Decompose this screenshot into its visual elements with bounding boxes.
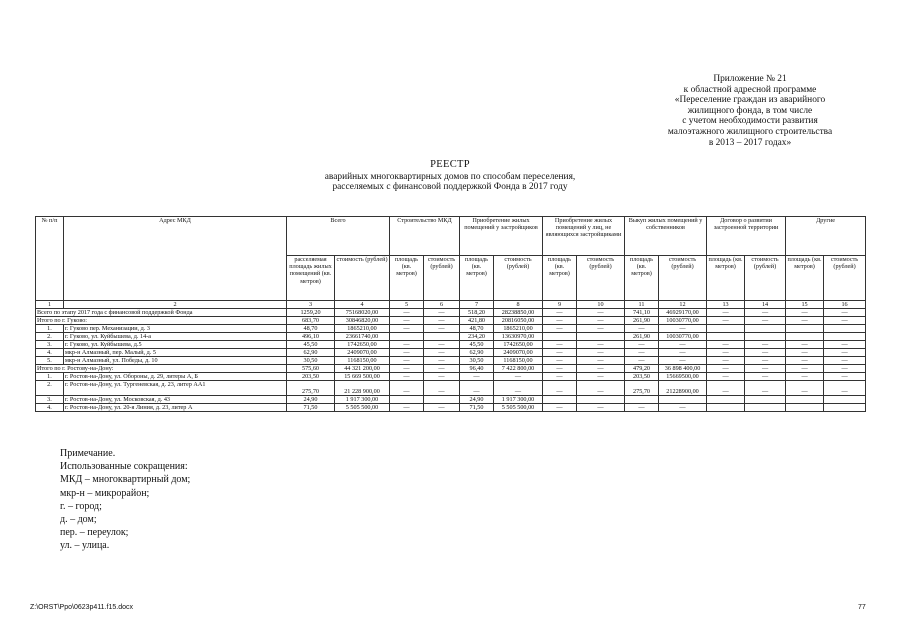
row-value-cell: — [390,309,424,317]
row-address: мкр-н Алмазный, пер. Малый, д. 5 [64,349,287,357]
row-value-cell: — [659,325,707,333]
table-row [36,333,866,341]
row-value-cell: — [577,309,625,317]
row-value-cell: — [460,373,494,381]
row-value-cell [390,396,424,404]
row-value-cell: 1 917 300,00 [335,396,390,404]
row-value-cell: 1168150,00 [335,357,390,365]
subheader-cost: стоимость (рублей) [824,256,866,301]
row-value-cell: — [659,404,707,412]
row-value-cell [786,404,824,412]
row-value-cell: 261,90 [625,333,659,341]
row-value-cell: 48,70 [287,325,335,333]
row-value-cell [577,333,625,341]
row-value-cell: 15669500,00 [659,373,707,381]
row-value-cell: — [543,365,577,373]
header-buy-developers: Приобретение жилых помещений у застройщиков [460,217,543,256]
table-row [36,396,866,404]
row-value-cell [707,396,745,404]
header-num: № п/п [36,217,64,301]
row-value-cell: — [824,341,866,349]
subheader-area: площадь (кв. метров) [625,256,659,301]
column-number-cell: 12 [659,301,707,309]
note-line: пер. – переулок; [60,527,129,539]
row-value-cell [745,325,786,333]
row-address: Итого по г. Ростову-на-Дону: [36,365,287,373]
column-number-cell: 10 [577,301,625,309]
subheader-area: площадь (кв. метров) [707,256,745,301]
row-value-cell: 62,90 [287,349,335,357]
row-value-cell: 15 669 500,00 [335,373,390,381]
row-value-cell: 48,70 [460,325,494,333]
row-value-cell: 1865210,00 [335,325,390,333]
row-value-cell: — [543,341,577,349]
note-line: ул. – улица. [60,540,110,552]
row-value-cell: 21228900,00 [659,381,707,396]
row-value-cell: — [543,357,577,365]
row-value-cell: — [707,357,745,365]
row-value-cell: 96,40 [460,365,494,373]
row-address: г. Гуково пер. Механизации, д. 3 [64,325,287,333]
row-number: 2. [36,381,64,396]
header-buy-others: Приобретение жилых помещений у лиц, не являющихся застройщиками [543,217,625,256]
row-number: 3. [36,396,64,404]
row-value-cell: — [577,365,625,373]
row-value-cell: 5 505 500,00 [494,404,543,412]
column-number-cell: 3 [287,301,335,309]
row-value-cell: — [786,317,824,325]
row-value-cell: — [577,357,625,365]
row-value-cell [786,333,824,341]
row-value-cell: 24,90 [287,396,335,404]
row-address: Итого по г. Гуково: [36,317,287,325]
row-value-cell [424,333,460,341]
row-value-cell: — [424,357,460,365]
table-row [36,341,866,349]
row-value-cell: 30,50 [460,357,494,365]
row-value-cell: — [494,373,543,381]
row-value-cell: 2409070,00 [335,349,390,357]
note-line: мкр-н – микрорайон; [60,487,150,499]
subheader-cost: стоимость (рублей) [745,256,786,301]
row-value-cell: 20816050,00 [494,317,543,325]
table-row [36,357,866,365]
title-line-2: аварийных многоквартирных домов по способам переселения, [324,171,576,182]
row-value-cell: — [577,349,625,357]
row-value-cell: — [424,341,460,349]
column-number-cell: 16 [824,301,866,309]
row-value-cell: — [424,349,460,357]
row-value-cell: 496,10 [287,333,335,341]
row-value-cell: 46929170,00 [659,309,707,317]
row-value-cell [745,333,786,341]
row-value-cell: — [824,317,866,325]
row-address: Всего по этапу 2017 года с финансовой поддержкой Фонда [36,309,287,317]
subheader-area: площадь (кв. метров) [786,256,824,301]
row-value-cell [424,396,460,404]
row-value-cell: 421,80 [460,317,494,325]
row-value-cell: 71,50 [287,404,335,412]
header-buyout: Выкуп жилых помещений у собственников [625,217,707,256]
registry-table [35,216,866,412]
row-value-cell [543,396,577,404]
row-value-cell: — [824,365,866,373]
row-value-cell: — [707,381,745,396]
row-value-cell: — [659,357,707,365]
column-number-cell: 11 [625,301,659,309]
row-value-cell: 575,60 [287,365,335,373]
row-value-cell: — [625,349,659,357]
row-value-cell: 1742650,00 [494,341,543,349]
table-row [36,349,866,357]
header-other: Другие [786,217,866,256]
row-value-cell: — [707,309,745,317]
row-value-cell: — [625,341,659,349]
row-value-cell: 275,70 [625,381,659,396]
row-value-cell: — [786,381,824,396]
column-number-cell: 1 [36,301,64,309]
appendix-line: в 2013 – 2017 годах» [708,137,792,148]
row-value-cell [824,396,866,404]
row-value-cell: — [745,373,786,381]
row-number: 1. [36,373,64,381]
row-value-cell: 5 505 500,00 [335,404,390,412]
row-value-cell [786,396,824,404]
row-value-cell: 1 917 300,00 [494,396,543,404]
row-value-cell: — [786,309,824,317]
row-value-cell: 1865210,00 [494,325,543,333]
row-value-cell: — [659,349,707,357]
row-value-cell [577,396,625,404]
appendix-line: «Переселение граждан из аварийного [674,95,826,106]
row-value-cell: 13630970,00 [494,333,543,341]
row-value-cell [786,325,824,333]
row-value-cell: 518,20 [460,309,494,317]
table-total-row [36,317,866,325]
column-number-row [36,301,866,309]
row-value-cell: — [390,381,424,396]
row-value-cell: — [707,365,745,373]
row-value-cell: — [745,341,786,349]
row-value-cell: — [745,381,786,396]
row-value-cell: — [577,341,625,349]
row-value-cell: — [494,381,543,396]
row-value-cell [745,404,786,412]
appendix-line: жилищного фонда, в том числе [687,105,813,116]
title-registry: РЕЕСТР [430,159,470,170]
row-value-cell: — [786,349,824,357]
row-value-cell: 45,50 [287,341,335,349]
row-value-cell [824,333,866,341]
footer-file-path: Z:\ORST\Ppo\0623p411.f15.docx [30,604,133,611]
row-value-cell [824,325,866,333]
appendix-line: к областной адресной программе [683,84,817,95]
row-value-cell: — [543,349,577,357]
row-value-cell: — [390,373,424,381]
row-value-cell: — [543,309,577,317]
row-value-cell: — [424,373,460,381]
row-value-cell: 30,50 [287,357,335,365]
row-value-cell [390,333,424,341]
row-value-cell: 741,10 [625,309,659,317]
row-value-cell: 23661740,00 [335,333,390,341]
row-value-cell: 30846820,00 [335,317,390,325]
row-value-cell: — [745,349,786,357]
row-value-cell [824,404,866,412]
row-value-cell: — [707,317,745,325]
note-line: г. – город; [60,500,102,512]
column-number-cell: 4 [335,301,390,309]
column-number-cell: 2 [64,301,287,309]
row-value-cell: — [460,381,494,396]
row-value-cell [745,396,786,404]
row-value-cell: — [577,381,625,396]
note-line: д. – дом; [60,514,97,526]
column-number-cell: 7 [460,301,494,309]
row-value-cell: — [786,365,824,373]
title-line-3: расселяемых с финансовой поддержкой Фонда в 2017 году [332,182,568,193]
column-number-cell: 15 [786,301,824,309]
row-value-cell: 261,90 [625,317,659,325]
row-value-cell: — [707,373,745,381]
row-value-cell: — [424,365,460,373]
row-address: г. Гуково, ул. Куйбышева, д.5 [64,341,287,349]
table-total-row [36,365,866,373]
appendix-line: Приложение № 21 [713,74,787,84]
document-title [180,160,720,193]
row-value-cell: 2409070,00 [494,349,543,357]
row-value-cell: 75168020,00 [335,309,390,317]
row-value-cell: — [745,309,786,317]
row-value-cell: — [543,325,577,333]
column-number-cell: 13 [707,301,745,309]
row-value-cell: 21 228 900,00 [335,381,390,396]
header-development-agreement: Договор о развитии застроенной территории [707,217,786,256]
row-value-cell: 24,90 [460,396,494,404]
row-value-cell: — [824,357,866,365]
note-line: Использованные сокращения: [60,461,188,473]
row-value-cell: 203,50 [625,373,659,381]
row-value-cell: — [745,357,786,365]
subheader-cost: стоимость (рублей) [424,256,460,301]
row-value-cell: — [577,373,625,381]
row-value-cell [625,396,659,404]
subheader-area-total: расселяемая площадь жилых помещений (кв. метров) [287,256,335,301]
appendix-line: с учетом необходимости развития [682,116,818,127]
row-value-cell: 10030770,00 [659,333,707,341]
row-value-cell [659,396,707,404]
row-value-cell: — [625,357,659,365]
row-value-cell: 36 898 400,00 [659,365,707,373]
column-number-cell: 14 [745,301,786,309]
row-value-cell: 275,70 [287,381,335,396]
row-number: 3. [36,341,64,349]
row-value-cell: — [659,341,707,349]
row-value-cell: — [543,317,577,325]
row-value-cell: 479,20 [625,365,659,373]
row-value-cell: — [390,317,424,325]
row-number: 4. [36,404,64,412]
row-value-cell: 44 321 200,00 [335,365,390,373]
row-value-cell: — [824,381,866,396]
row-value-cell: — [424,309,460,317]
row-number: 1. [36,325,64,333]
row-value-cell: 234,20 [460,333,494,341]
table-row [36,404,866,412]
row-number: 4. [36,349,64,357]
row-value-cell: 10030770,00 [659,317,707,325]
row-value-cell [707,404,745,412]
row-value-cell: 1168150,00 [494,357,543,365]
row-number: 5. [36,357,64,365]
row-value-cell [543,333,577,341]
row-value-cell: — [543,381,577,396]
row-value-cell: — [786,341,824,349]
subheader-cost: стоимость (рублей) [335,256,390,301]
row-value-cell: — [824,373,866,381]
row-value-cell: — [707,341,745,349]
row-value-cell: — [424,381,460,396]
row-value-cell: — [786,357,824,365]
row-value-cell: 683,70 [287,317,335,325]
row-value-cell [707,333,745,341]
subheader-area: площадь (кв. метров) [390,256,424,301]
row-value-cell: 1259,20 [287,309,335,317]
subheader-cost: стоимость (рублей) [494,256,543,301]
column-number-cell: 9 [543,301,577,309]
header-address: Адрес МКД [64,217,287,301]
row-value-cell: — [577,404,625,412]
row-value-cell: — [390,404,424,412]
row-address: мкр-н Алмазный, ул. Победы, д. 10 [64,357,287,365]
row-value-cell: — [625,404,659,412]
row-value-cell: — [707,349,745,357]
row-value-cell: 203,50 [287,373,335,381]
header-construction: Строительство МКД [390,217,460,256]
row-address: г. Ростов-на-Дону, ул. Тургеневская, д. 23, литер АА1 [64,381,287,396]
subheader-cost: стоимость (рублей) [577,256,625,301]
row-number: 2. [36,333,64,341]
appendix-line: малоэтажного жилищного строительства [667,126,833,137]
row-value-cell: — [824,309,866,317]
row-value-cell: — [577,317,625,325]
row-value-cell: — [390,349,424,357]
column-number-cell: 8 [494,301,543,309]
note-line: Примечание. [60,448,116,459]
table-body [36,309,866,412]
row-value-cell: — [543,404,577,412]
row-value-cell [707,325,745,333]
row-value-cell: — [390,365,424,373]
subheader-cost: стоимость (рублей) [659,256,707,301]
header-row-1 [36,217,866,256]
row-value-cell: — [424,317,460,325]
column-number-cell: 5 [390,301,424,309]
row-value-cell: — [625,325,659,333]
row-value-cell: — [390,325,424,333]
subheader-area: площадь (кв. метров) [543,256,577,301]
column-number-cell: 6 [424,301,460,309]
table-row [36,373,866,381]
row-value-cell: — [424,325,460,333]
row-value-cell: 62,90 [460,349,494,357]
row-value-cell: 71,50 [460,404,494,412]
header-total: Всего [287,217,390,256]
row-value-cell: — [786,373,824,381]
row-value-cell: 28238850,00 [494,309,543,317]
row-value-cell: 1742650,00 [335,341,390,349]
table-row [36,381,866,396]
row-value-cell: — [824,349,866,357]
row-value-cell: — [390,357,424,365]
row-value-cell: 7 422 800,00 [494,365,543,373]
row-value-cell: — [577,325,625,333]
notes-section [60,447,190,553]
row-address: г. Гуково, ул. Куйбышева, д. 14-а [64,333,287,341]
row-value-cell: — [745,365,786,373]
row-value-cell: — [543,373,577,381]
subheader-area: площадь (кв. метров) [460,256,494,301]
table-row [36,325,866,333]
appendix-header [600,74,900,148]
row-address: г. Ростов-на-Дону, ул. Московская, д. 43 [64,396,287,404]
row-value-cell: — [424,404,460,412]
footer-page-number: 77 [858,604,866,611]
row-address: г. Ростов-на-Дону, ул. 20-я Линия, д. 23, литер А [64,404,287,412]
row-address: г. Ростов-на-Дону, ул. Обороны, д. 29, литеры А, Б [64,373,287,381]
row-value-cell: — [390,341,424,349]
row-value-cell: 45,50 [460,341,494,349]
table-total-row [36,309,866,317]
row-value-cell: — [745,317,786,325]
note-line: МКД – многоквартирный дом; [60,474,191,486]
